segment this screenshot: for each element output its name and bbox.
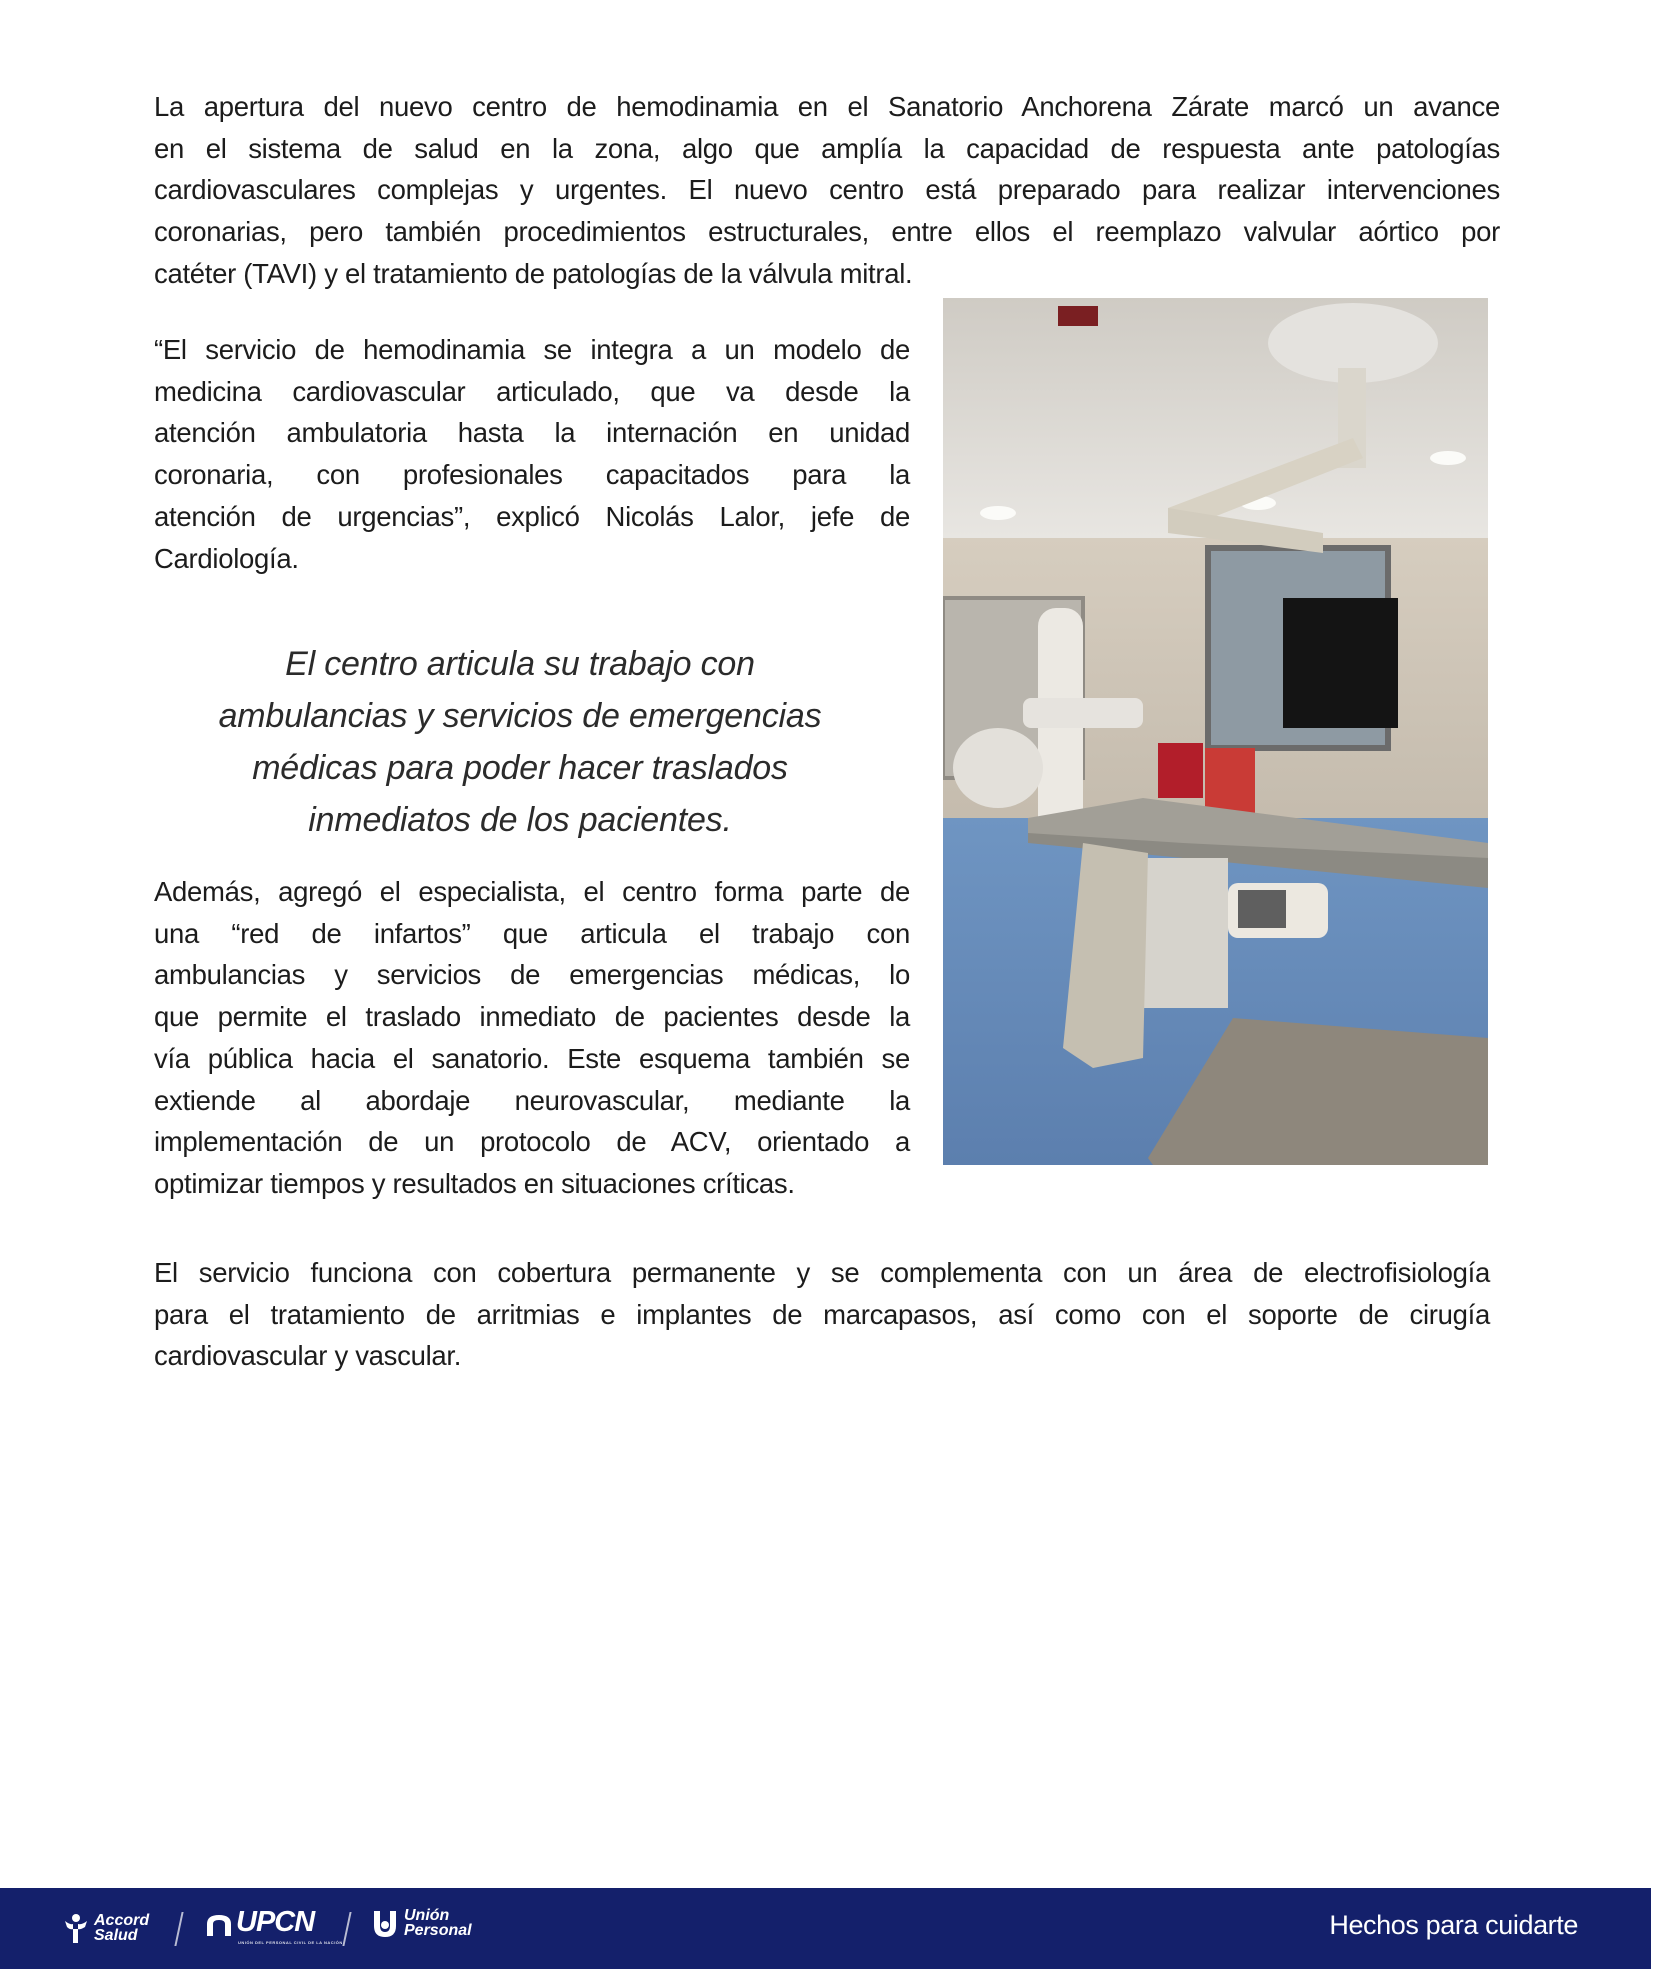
text-line: catéter (TAVI) y el tratamiento de patologías de la válvula mitral. [154,257,913,289]
paragraph-quote [154,329,910,579]
ceiling-light [1430,451,1466,465]
text-line: atención de urgencias”, explicó Nicolás Lalor, jefe de [154,500,910,532]
union-personal-icon [372,1908,398,1938]
text-line: medicina cardiovascular articulado, que va desde la [154,375,910,407]
logo-text: Accord [94,1912,150,1929]
logo-subtitle: UNIÓN DEL PERSONAL CIVIL DE LA NACIÓN [238,1940,343,1945]
pull-quote [160,638,880,846]
text-line: Además, agregó el especialista, el centro forma parte de [154,876,910,907]
red-box [1058,306,1098,326]
paragraph-cobertura [154,1252,1490,1377]
pull-quote-line: médicas para poder hacer traslados [252,749,788,787]
text-line: El servicio funciona con cobertura permanente y se complementa con un área de electrofisiología [154,1257,1490,1288]
c-arm-joint [953,728,1043,808]
photo-illustration [943,298,1488,1165]
text-line: Cardiología. [154,542,299,574]
table-base [1138,858,1228,1008]
paragraph-red-infartos [154,871,910,1205]
ceiling-light [980,506,1016,520]
text-line: una “red de infartos” que articula el trabajo con [154,917,910,949]
monitor [1283,598,1398,728]
text-line: implementación de un protocolo de ACV, orientado a [154,1126,910,1158]
text-line: en el sistema de salud en la zona, algo que amplía la capacidad de respuesta ante patologías [154,132,1500,164]
logo-text: Salud [94,1927,138,1944]
pull-quote-line: inmediatos de los pacientes. [308,801,732,839]
logo-text: Personal [404,1922,472,1939]
text-line: atención ambulatoria hasta la internación en unidad [154,417,910,449]
logo-accord-salud[interactable] [64,1908,149,1948]
text-line: La apertura del nuevo centro de hemodinamia en el Sanatorio Anchorena Zárate marcó un avance [154,91,1500,122]
text-line: optimizar tiempos y resultados en situaciones críticas. [154,1167,795,1199]
red-cabinet [1205,748,1255,813]
pull-quote-line: El centro articula su trabajo con [285,645,755,683]
accord-salud-icon [64,1913,88,1943]
text-line: para el tratamiento de arritmias e implantes de marcapasos, así como con el soporte de cirugía [154,1298,1490,1330]
logo-union-personal[interactable] [372,1908,472,1938]
text-line: que permite el traslado inmediato de pacientes desde la [154,1001,910,1033]
text-line: coronaria, con profesionales capacitados para la [154,459,910,491]
logo-divider [174,1912,183,1946]
red-bin [1158,743,1203,798]
text-line: cardiovascular y vascular. [154,1340,462,1372]
text-line: coronarias, pero también procedimientos estructurales, entre ellos el reemplazo valvular aórtico por [154,216,1500,248]
text-line: extiende al abordaje neurovascular, mediante la [154,1084,910,1116]
footer-tagline: Hechos para cuidarte [1329,1910,1578,1940]
text-line: cardiovasculares complejas y urgentes. El nuevo centro está preparado para realizar intervenciones [154,174,1500,206]
logo-divider [342,1912,351,1946]
text-line: vía pública hacia el sanatorio. Este esquema también se [154,1042,910,1074]
upcn-icon [204,1912,234,1940]
control-screen [1238,890,1286,928]
text-line: “El servicio de hemodinamia se integra a un modelo de [154,334,910,365]
footer-bar [0,1888,1651,1969]
logo-text: UPCN [236,1906,315,1938]
logo-upcn[interactable] [204,1906,343,1945]
paragraph-intro [154,86,1500,295]
hemodynamics-room-photo [943,298,1488,1165]
pull-quote-line: ambulancias y servicios de emergencias [218,697,822,735]
text-line: ambulancias y servicios de emergencias médicas, lo [154,959,910,991]
logo-text: Unión [404,1907,450,1924]
detector [1023,698,1143,728]
